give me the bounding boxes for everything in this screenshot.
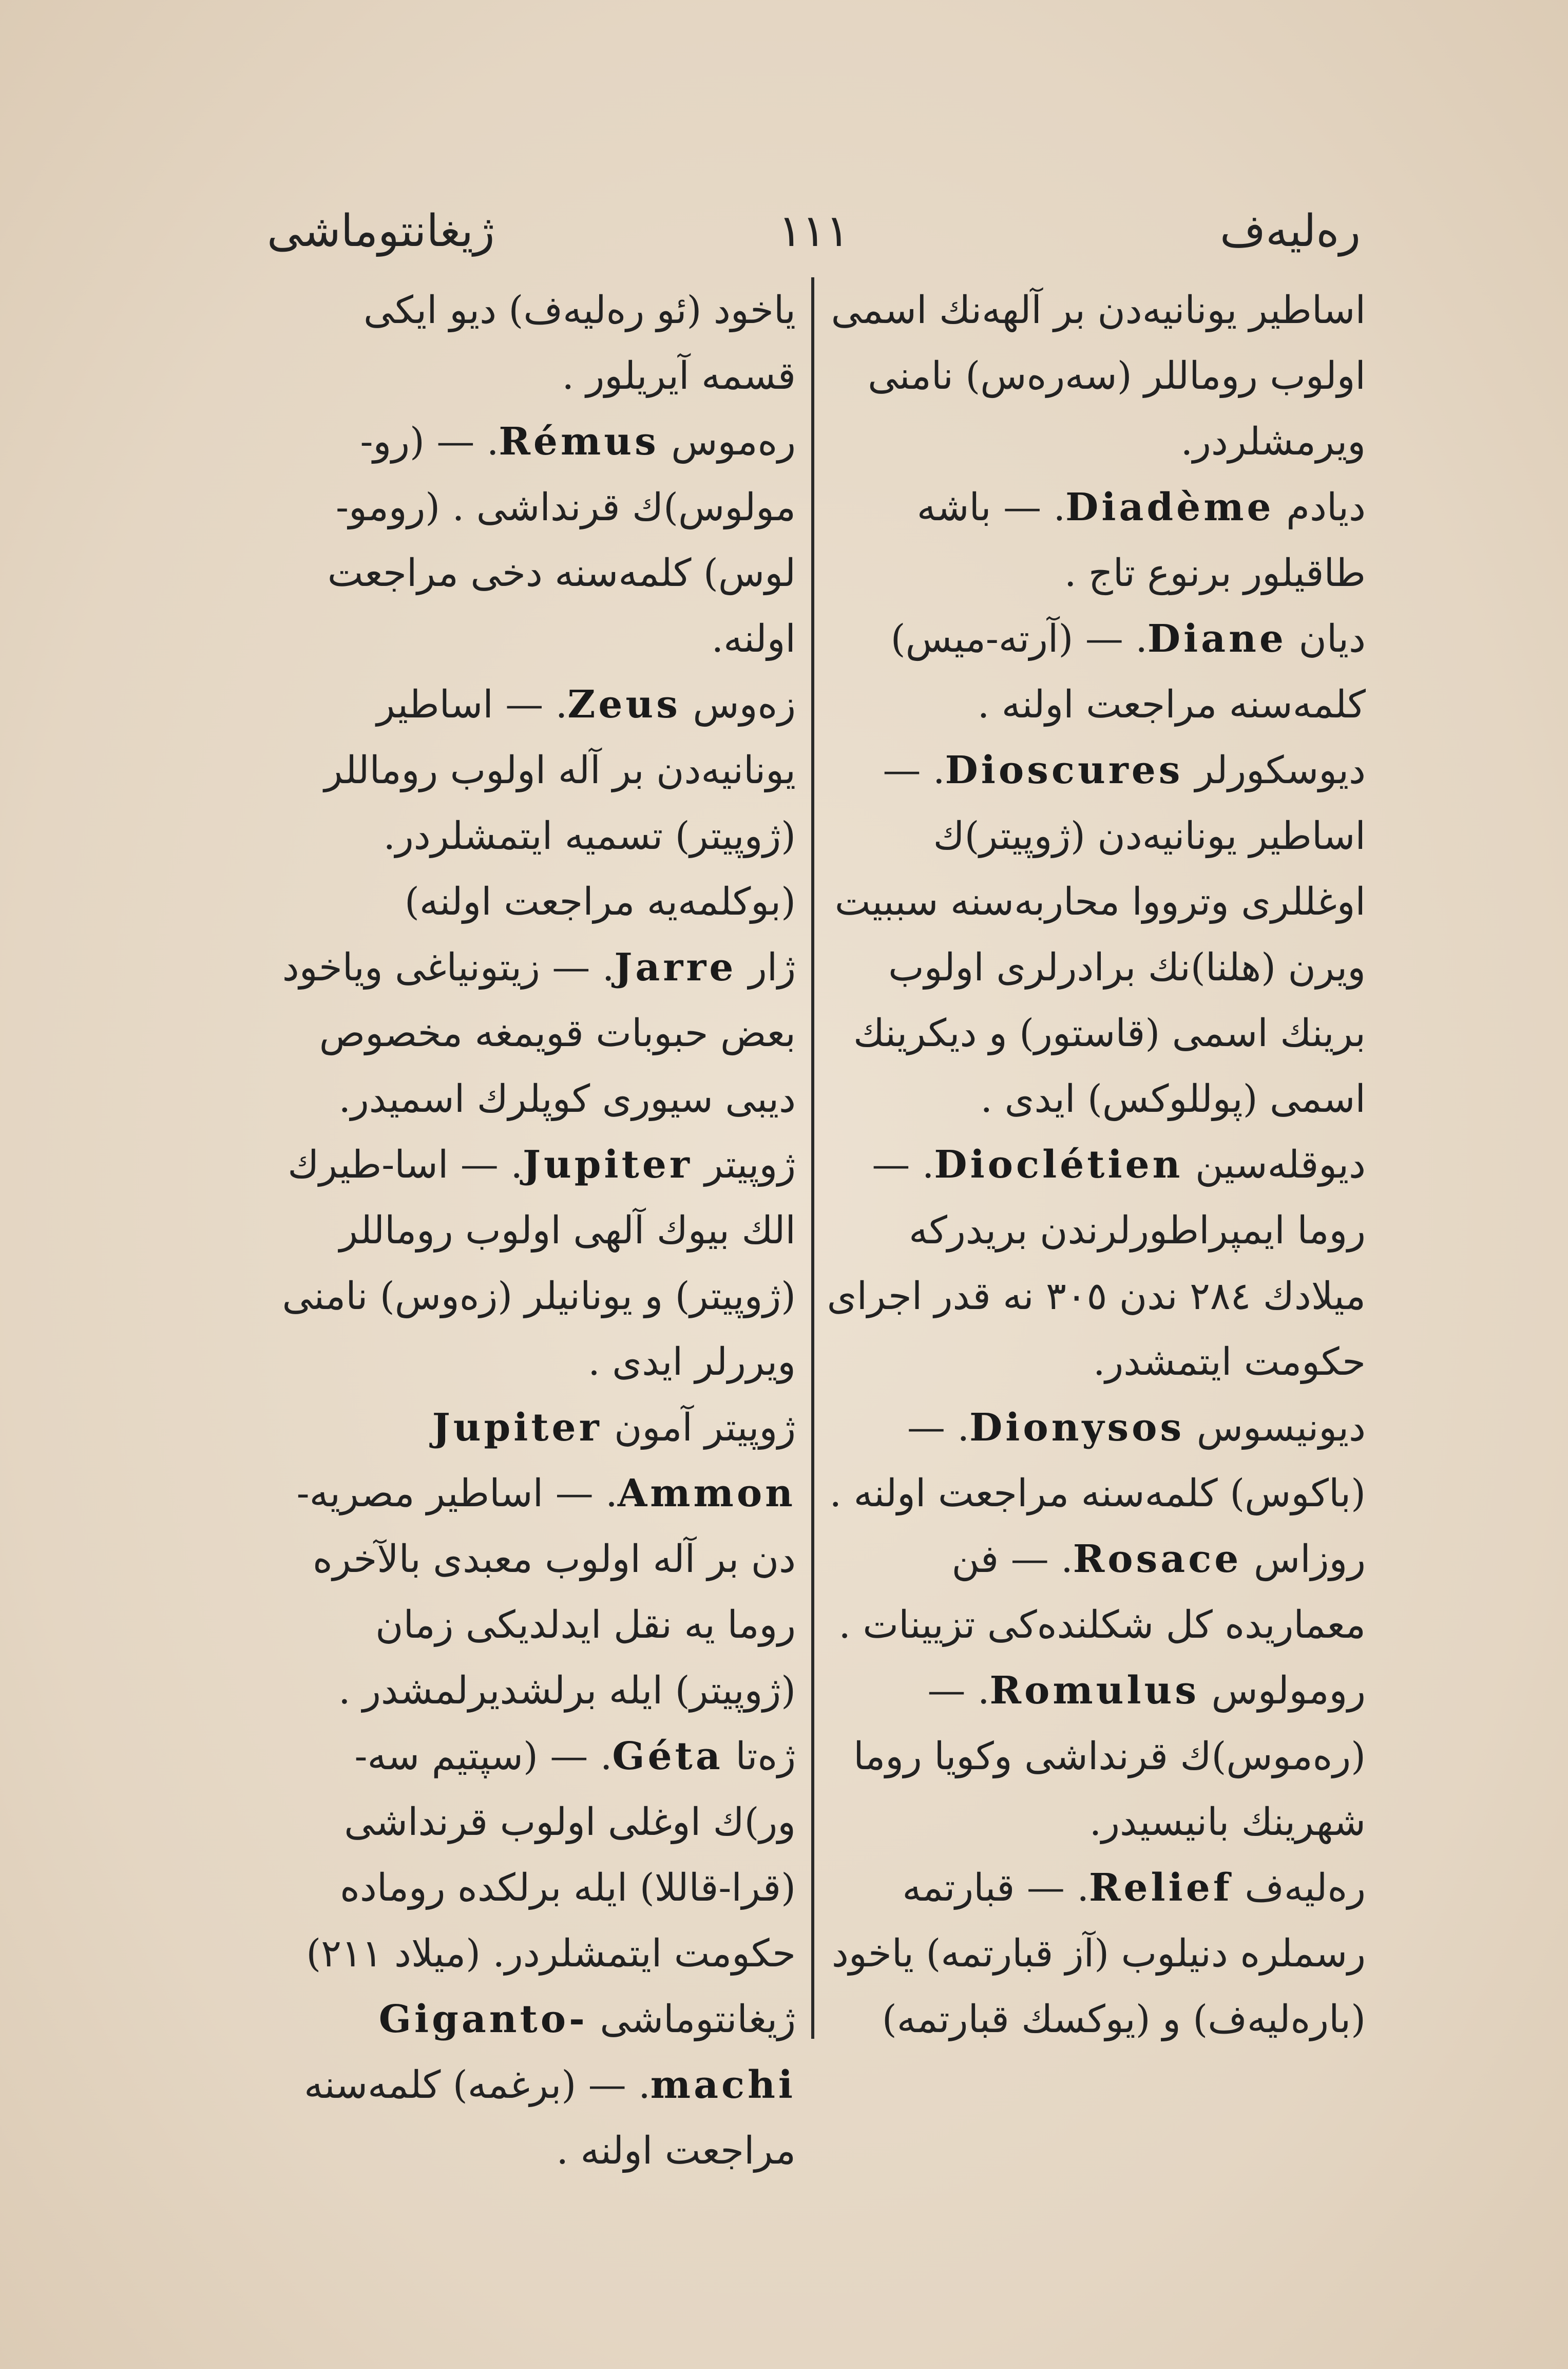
entry: [277, 1986, 796, 2184]
entry-headword: رەلیەف: [1245, 1866, 1366, 1910]
entry: [827, 737, 1366, 1132]
entry-headword: دیان: [1298, 617, 1366, 661]
entry-headword: رومولوس: [1211, 1669, 1366, 1713]
entry-definition: . — قبارتمە رسملرە دنیلوب (آز قبارتمە) یاخود (بارەلیەف) و (یوکسك قبارتمە): [831, 1866, 1366, 2041]
entry-latin-term: Jarre: [614, 945, 737, 990]
entry-latin-term: Romulus: [989, 1669, 1200, 1713]
entry: [827, 606, 1366, 737]
column-divider: [811, 277, 814, 2039]
entry-headword: ژار: [748, 945, 796, 990]
entry-latin-term: Relief: [1088, 1866, 1233, 1910]
entry-definition: . — (رو-مولوس)ك قرنداشی . (رومو-لوس) کلمەسنە دخی مراجعت اولنە.: [327, 420, 796, 661]
entry-latin-term: Diane: [1147, 617, 1287, 661]
entry-definition: . — (برغمە) کلمەسنە مراجعت اولنە .: [304, 2063, 796, 2173]
entry-latin-term: Dionysos: [969, 1406, 1185, 1450]
left-column: [277, 277, 796, 2173]
entry-latin-term: Zeus: [567, 683, 681, 727]
entry: [277, 1132, 796, 1395]
entry: [827, 1526, 1366, 1658]
entry-headword: زەوس: [693, 683, 796, 727]
entry-headword: دیوقلەسین: [1195, 1143, 1366, 1187]
entry-latin-term: Géta: [612, 1734, 723, 1778]
entry: [827, 1855, 1366, 2052]
entry-definition: . — (سپتیم سە-ور)ك اوغلی اولوب قرنداشی (قرا-قاللا) ایلە برلکدە رومادە حکومت ایتمشلردر. (میلاد ۲۱۱): [306, 1734, 796, 1976]
entry-latin-term: Jupiter Ammon: [432, 1406, 796, 1515]
header-right-title: رەلیەف: [1220, 205, 1361, 257]
entry: [277, 1395, 796, 1723]
entry: [827, 475, 1366, 606]
entry-headword: ژوپیتر: [704, 1143, 796, 1187]
entry-latin-term: Dioclétien: [934, 1143, 1183, 1187]
entry: [827, 277, 1366, 475]
entry-definition: . — (رەموس)ك قرنداشی وکویا روما شهرینك بانیسیدر.: [853, 1669, 1366, 1844]
entry: [827, 1132, 1366, 1395]
entry: [277, 935, 796, 1132]
entry-headword: ژوپیتر آمون: [614, 1406, 796, 1450]
entry-headword: دیوسکورلر: [1195, 748, 1366, 792]
entry-definition: . — اسا-طیرك الك بیوك آلهی اولوب روماللر (ژوپیتر) و یونانیلر (زەوس) نامنی ویررلر ایدی .: [282, 1143, 796, 1384]
entry-latin-term: Rosace: [1073, 1537, 1242, 1581]
entry-headword: دیادم: [1286, 485, 1366, 529]
entry-definition: . — (آرتە-میس) کلمەسنە مراجعت اولنە .: [890, 617, 1366, 727]
entry: [277, 409, 796, 672]
header-left-title: ژیغانتوماشی: [267, 205, 495, 257]
entry-latin-term: Rémus: [499, 420, 659, 464]
entry-definition: . — اساطیر یونانیەدن (ژوپیتر)ك اوغللری وترووا محاربەسنە سببیت ویرن (هلنا)نك برادرلری اولوب برینك اسمی (قاستور) و دیکرینك اسمی (پوللوکس) ایدی .: [834, 748, 1366, 1121]
entry-definition: . — (باکوس) کلمەسنە مراجعت اولنە .: [829, 1406, 1366, 1515]
entry: [277, 277, 796, 409]
entry-definition: . — روما ایمپراطورلرندن بریدرکە میلادك ۲۸٤ ندن ۳۰٥ نە قدر اجرای حکومت ایتمشدر.: [827, 1143, 1366, 1384]
entry: [277, 1723, 796, 1986]
entry: [827, 1658, 1366, 1855]
entry-latin-term: Dioscures: [945, 748, 1183, 792]
entry-headword: روزاس: [1253, 1537, 1366, 1581]
entry-text: اساطیر یونانیەدن بر آلهەنك اسمی اولوب روماللر (سەرەس) نامنی ویرمشلردر.: [831, 288, 1366, 464]
entry-definition: . — اساطیر مصریە-دن بر آلە اولوب معبدی بالآخرە روما یە نقل ایدلدیکی زمان (ژوپیتر) ایلە برلشدیرلمشدر .: [296, 1471, 796, 1713]
entry-headword: رەموس: [671, 420, 796, 464]
entry-latin-term: Giganto-machi: [378, 1997, 796, 2107]
entry-definition: . — زیتونیاغی ویاخود بعض حبوبات قویمغە مخصوص دیبی سیوری کوپلرك اسمیدر.: [282, 945, 796, 1121]
page-number: ۱۱۱: [778, 205, 850, 257]
entry-headword: ژیغانتوماشی: [600, 1997, 796, 2041]
entry-headword: دیونیسوس: [1196, 1406, 1366, 1450]
entry-definition: . — اساطیر یونانیەدن بر آلە اولوب روماللر (ژوپیتر) تسمیە ایتمشلردر. (بوکلمەیە مراجعت اولنە): [324, 683, 796, 924]
right-column: [827, 277, 1366, 2075]
entry: [277, 672, 796, 935]
entry-latin-term: Diadème: [1065, 485, 1274, 529]
entry: [827, 1395, 1366, 1526]
entry-definition: . — فن معماریدە کل شکلندەکی تزیینات .: [838, 1537, 1366, 1647]
entry-text: یاخود (ئو رەلیەف) دیو ایکی قسمە آیریلور .: [364, 288, 796, 398]
entry-headword: ژەتا: [735, 1734, 796, 1778]
running-header: [267, 205, 1361, 272]
entry-latin-term: Jupiter: [522, 1143, 693, 1187]
entry-definition: . — باشە طاقیلور برنوع تاج .: [916, 485, 1366, 595]
